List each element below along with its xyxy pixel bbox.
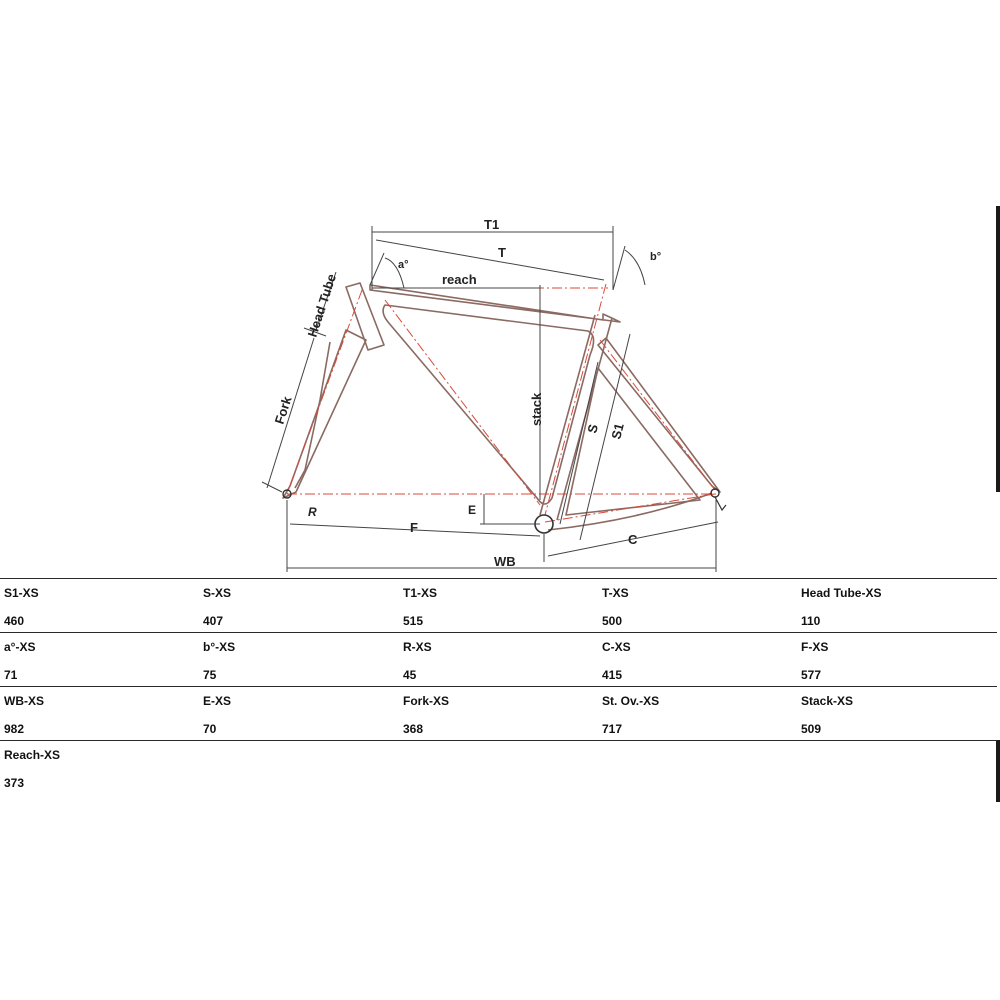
b-angle-arc [625, 250, 645, 285]
spec-label: Stack-XS [801, 694, 854, 708]
spec-row [0, 578, 997, 633]
spec-value: 368 [403, 722, 424, 736]
spec-cell [199, 687, 398, 740]
right-edge-rule [996, 206, 1000, 492]
spec-label: b°-XS [203, 640, 236, 654]
b-angle-label: b° [650, 251, 662, 263]
f-label: F [410, 520, 418, 535]
spec-cell [199, 633, 398, 686]
fork-inner-line [295, 342, 330, 488]
spec-label: S1-XS [4, 586, 39, 600]
bike-frame [283, 283, 720, 530]
spec-cell [399, 687, 598, 740]
geometry-spec-table [0, 578, 997, 794]
s-label: S [584, 422, 602, 435]
t1-label: T1 [484, 217, 500, 232]
spec-value: 70 [203, 722, 217, 736]
spec-cell [797, 687, 996, 740]
spec-value: 407 [203, 614, 224, 628]
c-label: C [628, 532, 638, 547]
spec-cell [797, 633, 996, 686]
spec-label: E-XS [203, 694, 232, 708]
spec-value: 515 [403, 614, 424, 628]
spec-cell [598, 633, 797, 686]
spec-value: 509 [801, 722, 822, 736]
head-tube-label: Head Tube [304, 271, 340, 339]
spec-label: F-XS [801, 640, 829, 654]
spec-cell [399, 579, 598, 632]
spec-label: T-XS [602, 586, 629, 600]
spec-cell [0, 741, 199, 794]
spec-label: WB-XS [4, 694, 44, 708]
s1-label: S1 [608, 421, 627, 441]
spec-label: a°-XS [4, 640, 36, 654]
spec-value: 415 [602, 668, 623, 682]
spec-value: 75 [203, 668, 217, 682]
spec-label: T1-XS [403, 586, 438, 600]
spec-value: 45 [403, 668, 417, 682]
reach-label: reach [442, 272, 477, 287]
fork-label: Fork [271, 394, 295, 426]
s-dimension [560, 362, 598, 524]
spec-label: R-XS [403, 640, 432, 654]
spec-value: 71 [4, 668, 18, 682]
spec-value: 717 [602, 722, 623, 736]
spec-value: 982 [4, 722, 25, 736]
spec-label: S-XS [203, 586, 232, 600]
spec-label: St. Ov.-XS [602, 694, 660, 708]
a-angle-label: a° [398, 259, 409, 271]
spec-value: 500 [602, 614, 623, 628]
spec-label: C-XS [602, 640, 631, 654]
rear-axle [711, 489, 719, 497]
spec-label: Reach-XS [4, 748, 61, 762]
seat-stay-inner [566, 368, 700, 515]
down-tube-centerline [385, 300, 540, 505]
spec-value: 110 [801, 614, 821, 628]
spec-value: 460 [4, 614, 25, 628]
spec-value: 577 [801, 668, 822, 682]
spec-label: Head Tube-XS [801, 586, 882, 600]
spec-cell [0, 579, 199, 632]
spec-cell [598, 579, 797, 632]
spec-row [0, 687, 997, 741]
spec-cell [0, 633, 199, 686]
spec-row [0, 741, 997, 794]
top-tube-outline [370, 285, 620, 322]
e-label: E [468, 503, 477, 517]
stack-label: stack [529, 392, 544, 426]
seat-tube-front [540, 315, 595, 515]
wb-label: WB [494, 554, 516, 569]
r-label: R [308, 505, 317, 519]
spec-value: 373 [4, 776, 25, 790]
chain-stay-centerline [545, 494, 715, 522]
spec-cell [598, 687, 797, 740]
t-label: T [498, 245, 506, 260]
spec-label: Fork-XS [403, 694, 450, 708]
spec-cell [199, 579, 398, 632]
spec-cell [399, 633, 598, 686]
spec-cell [797, 579, 996, 632]
main-triangle-outline [383, 305, 593, 504]
spec-cell [0, 687, 199, 740]
rear-dropout-hanger [715, 497, 726, 510]
fork-blade-outline [283, 330, 366, 498]
t-dimension [376, 240, 604, 280]
spec-row [0, 633, 997, 687]
